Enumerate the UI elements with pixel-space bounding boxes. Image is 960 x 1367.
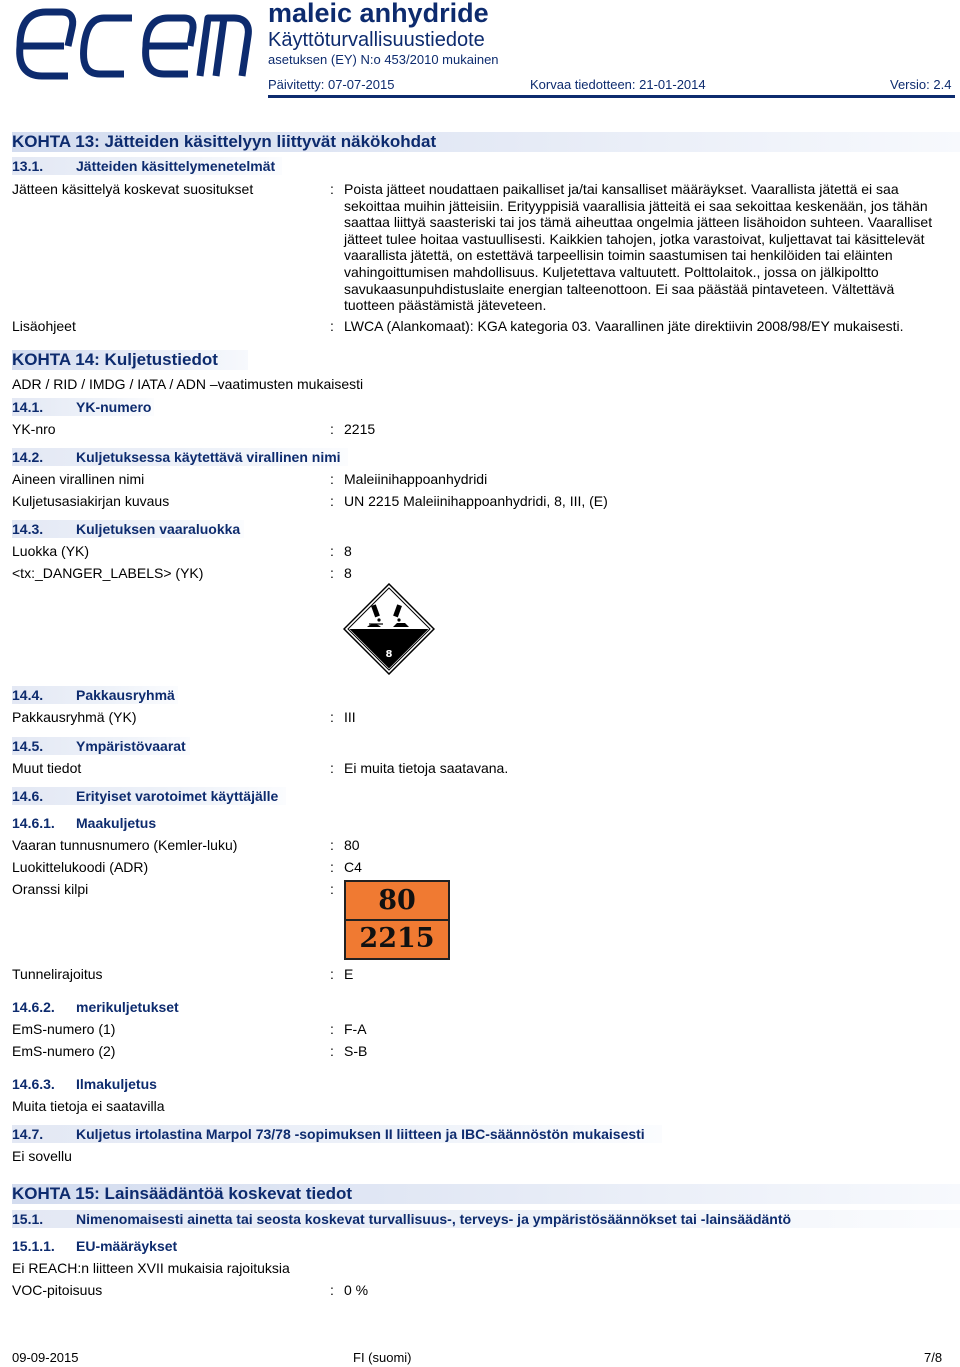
bulk-text: Ei sovellu: [12, 1148, 72, 1164]
class-code-value: C4: [344, 859, 362, 875]
colon: :: [330, 181, 334, 197]
colon: :: [330, 1282, 334, 1298]
un-value: 2215: [344, 421, 376, 437]
env-label: Muut tiedot: [12, 760, 82, 776]
header-rule: [268, 95, 955, 98]
orange-plate-divider: [346, 919, 448, 921]
product-name: maleic anhydride: [268, 0, 489, 28]
regulation-note: asetuksen (EY) N:o 453/2010 mukainen: [268, 52, 499, 67]
subsection-number: 14.6.: [12, 788, 44, 804]
subsection-14-6-1: [12, 815, 157, 832]
official-name-value: Maleiinihappoanhydridi: [344, 471, 488, 487]
subsection-title: Erityiset varotoimet käyttäjälle: [76, 788, 279, 804]
subsection-15-1-1: [12, 1238, 178, 1255]
pictogram-number: 8: [385, 649, 393, 660]
packing-group-value: III: [344, 709, 356, 725]
waste-text: Poista jätteet noudattaen paikalliset ja/tai kansalliset määräykset. Vaarallista jätettä ei saa sekoittaa muihin jätteisiin. Erityyppisiä vaarallisia jätteitä ei saa sekoittaa keskenään, jos tähän saattaa liittyä saasteriski tai jos tämä aiheuttaa ongelmia jätteen lisähoidon suhteen. Vaaralliset jätteet tulee hoitaa vastuullisesti. Kaikkien tahojen, jotka varastoivat, kuljettavat tai käsittelevät vaarallista jätettä, on estettävä tarpeellisin toimin saastumisen tai henkilöiden tai eläinten vahingoittumisen mahdollisuus. Kuljetettava valtuutett. Polttolaitok., jossa on jälkipoltto savukaasunpuhdistuslaite energian talteenottoon. Ei saa päästää pintaveteen. Vältettävä tuotteen päästämistä jäteveteen.: [344, 181, 933, 314]
version: Versio: 2.4: [890, 77, 952, 92]
subsection-number: 14.3.: [12, 521, 44, 537]
subsection-title: Pakkausryhmä: [76, 687, 175, 703]
subsection-title: merikuljetukset: [76, 999, 179, 1015]
ems2-label: EmS-numero (2): [12, 1043, 116, 1059]
section-14-title: KOHTA 14: Kuljetustiedot: [12, 350, 248, 370]
hazard-id-label: Vaaran tunnusnumero (Kemler-luku): [12, 837, 238, 853]
subsection-title: Kuljetus irtolastina Marpol 73/78 -sopimuksen II liitteen ja IBC-säännöstön mukaisesti: [76, 1126, 645, 1142]
subsection-number: 14.6.1.: [12, 815, 55, 831]
tunnel-label: Tunnelirajoitus: [12, 966, 103, 982]
subsection-14-2: [12, 448, 348, 466]
colon: :: [330, 881, 334, 897]
document-type: Käyttöturvallisuustiedote: [268, 29, 485, 51]
subsection-13-1: [12, 157, 282, 175]
transport-intro: ADR / RID / IMDG / IATA / ADN –vaatimusten mukaisesti: [12, 376, 364, 392]
subsection-number: 15.1.1.: [12, 1238, 55, 1254]
subsection-title: YK-numero: [76, 399, 152, 415]
subsection-14-1: [12, 398, 154, 416]
updated-date: Päivitetty: 07-07-2015: [268, 77, 395, 92]
ecem-logo: [12, 6, 256, 82]
class-value: 8: [344, 543, 352, 559]
hazard-id-value: 80: [344, 837, 360, 853]
subsection-title: Kuljetuksen vaaraluokka: [76, 521, 241, 537]
colon: :: [330, 709, 334, 725]
colon: :: [330, 543, 334, 559]
tunnel-value: E: [344, 966, 354, 982]
subsection-number: 14.1.: [12, 399, 44, 415]
ems1-value: F-A: [344, 1021, 367, 1037]
colon: :: [330, 760, 334, 776]
subsection-14-7: [12, 1125, 662, 1143]
footer-date: 09-09-2015: [12, 1350, 79, 1365]
subsection-number: 14.4.: [12, 687, 44, 703]
colon: :: [330, 1043, 334, 1059]
waste-label: Jätteen käsittelyä koskevat suositukset: [12, 181, 254, 197]
colon: :: [330, 565, 334, 581]
transport-doc-label: Kuljetusasiakirjan kuvaus: [12, 493, 170, 509]
section-15-title: KOHTA 15: Lainsäädäntöä koskevat tiedot: [12, 1184, 960, 1204]
env-value: Ei muita tietoja saatavana.: [344, 760, 509, 776]
extra-label: Lisäohjeet: [12, 318, 76, 334]
colon: :: [330, 966, 334, 982]
subsection-14-6-2: [12, 999, 179, 1016]
colon: :: [330, 1021, 334, 1037]
subsection-title: Ympäristövaarat: [76, 738, 186, 754]
air-text: Muita tietoja ei saatavilla: [12, 1098, 165, 1114]
subsection-number: 13.1.: [12, 158, 44, 174]
orange-plate-un-number: 2215: [359, 923, 435, 954]
ems1-label: EmS-numero (1): [12, 1021, 116, 1037]
subsection-title: Nimenomaisesti ainetta tai seosta koskevat turvallisuus-, terveys- ja ympäristösäännökset tai -lainsäädäntö: [76, 1211, 792, 1227]
subsection-number: 14.5.: [12, 738, 44, 754]
subsection-number: 14.7.: [12, 1126, 44, 1142]
footer-page: 7/8: [924, 1350, 943, 1365]
reach-text: Ei REACH:n liitteen XVII mukaisia rajoituksia: [12, 1260, 290, 1276]
subsection-number: 15.1.: [12, 1211, 44, 1227]
colon: :: [330, 421, 334, 437]
transport-doc-value: UN 2215 Maleiinihappoanhydridi, 8, III, (E): [344, 493, 608, 509]
footer-language: FI (suomi): [353, 1350, 412, 1365]
class-label: Luokka (YK): [12, 543, 90, 559]
class-code-label: Luokittelukoodi (ADR): [12, 859, 149, 875]
subsection-14-3: [12, 520, 244, 538]
un-label: YK-nro: [12, 421, 56, 437]
orange-plate: [344, 880, 450, 960]
subsection-14-5: [12, 737, 190, 755]
packing-group-label: Pakkausryhmä (YK): [12, 709, 137, 725]
orange-plate-hazard-number: 80: [378, 885, 416, 916]
voc-value: 0 %: [344, 1282, 369, 1298]
subsection-14-6: [12, 787, 286, 805]
subsection-title: Jätteiden käsittelymenetelmät: [76, 158, 276, 174]
ems2-value: S-B: [344, 1043, 368, 1059]
colon: :: [330, 471, 334, 487]
subsection-number: 14.2.: [12, 449, 44, 465]
colon: :: [330, 837, 334, 853]
orange-plate-label: Oranssi kilpi: [12, 881, 89, 897]
danger-value: 8: [344, 565, 352, 581]
subsection-title: EU-määräykset: [76, 1238, 178, 1254]
extra-text: LWCA (Alankomaat): KGA kategoria 03. Vaarallinen jäte direktiivin 2008/98/EY mukaisesti.: [344, 318, 904, 334]
corrosive-hazard-diamond-icon: [343, 583, 435, 675]
subsection-14-6-3: [12, 1076, 157, 1093]
subsection-title: Ilmakuljetus: [76, 1076, 157, 1092]
voc-label: VOC-pitoisuus: [12, 1282, 103, 1298]
colon: :: [330, 859, 334, 875]
replaces-date: Korvaa tiedotteen: 21-01-2014: [530, 77, 706, 92]
subsection-title: Kuljetuksessa käytettävä virallinen nimi: [76, 449, 341, 465]
subsection-number: 14.6.3.: [12, 1076, 55, 1092]
subsection-title: Maakuljetus: [76, 815, 157, 831]
official-name-label: Aineen virallinen nimi: [12, 471, 145, 487]
colon: :: [330, 318, 334, 334]
danger-label: <tx:_DANGER_LABELS> (YK): [12, 565, 204, 581]
subsection-15-1: [12, 1210, 960, 1228]
colon: :: [330, 493, 334, 509]
subsection-14-4: [12, 686, 178, 704]
section-13-title: KOHTA 13: Jätteiden käsittelyyn liittyvät näkökohdat: [12, 132, 960, 152]
subsection-number: 14.6.2.: [12, 999, 55, 1015]
